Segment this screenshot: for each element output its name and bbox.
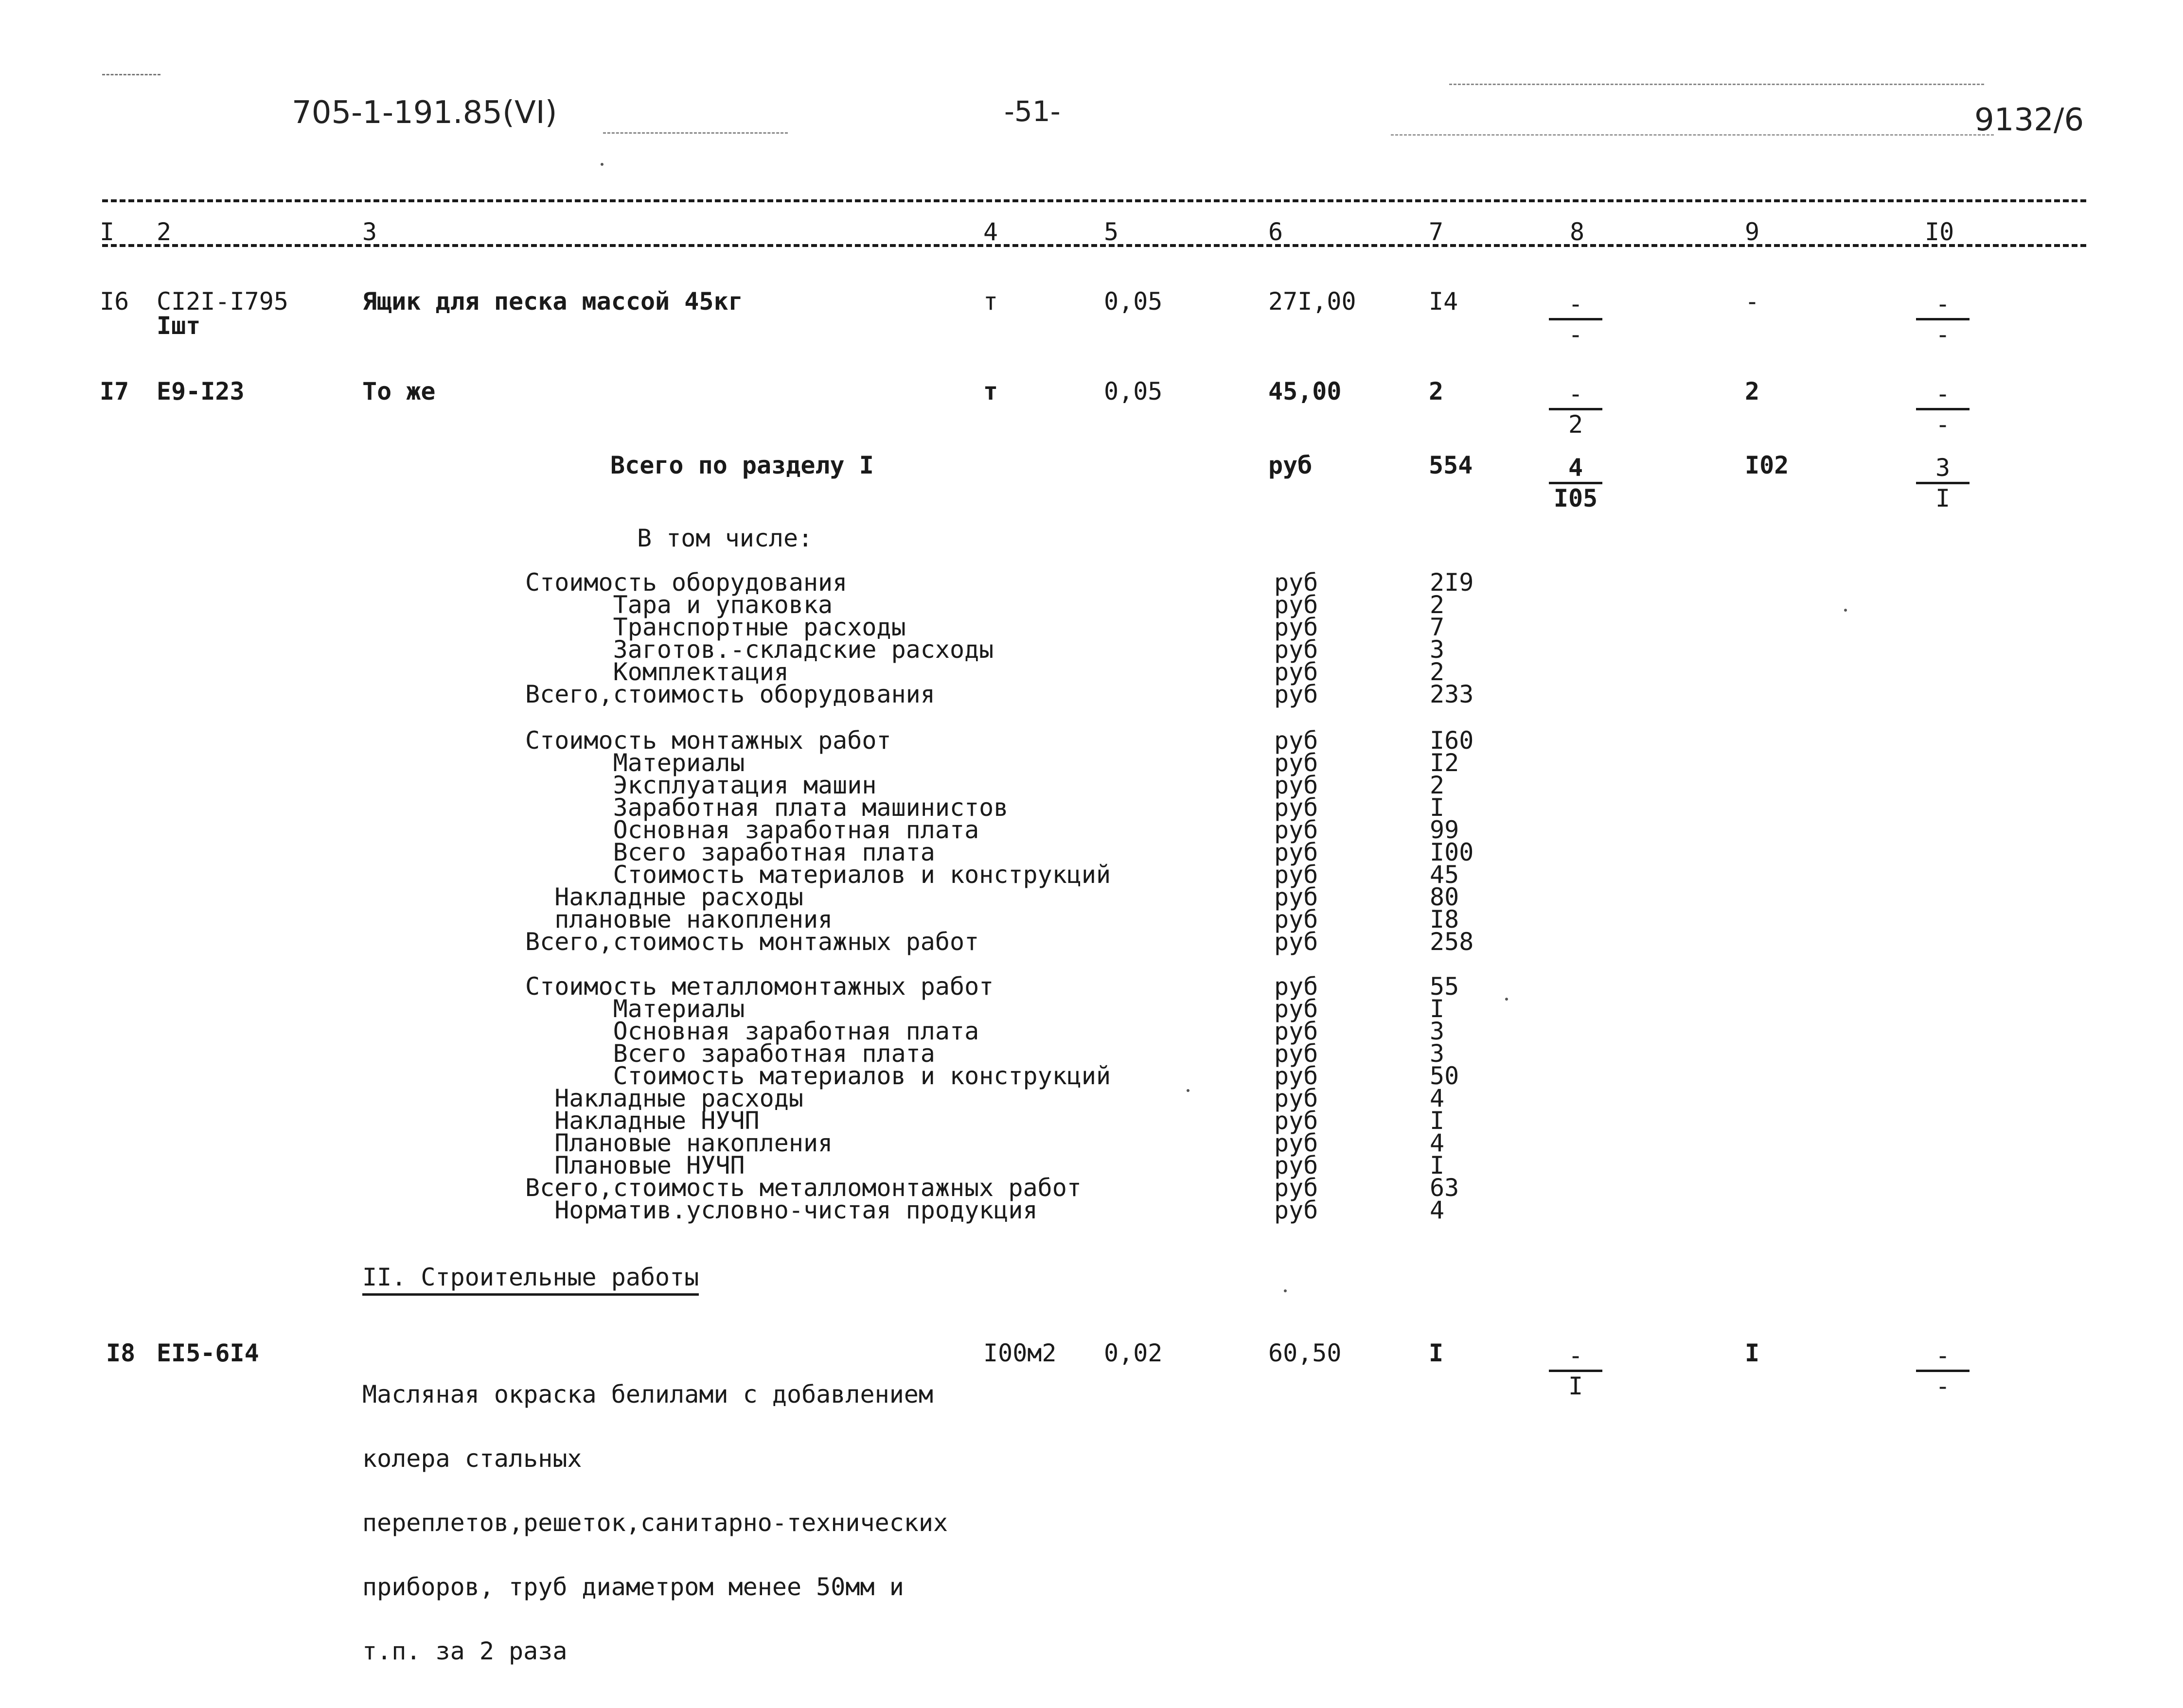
breakdown-value: 2I9 [1430,568,1474,597]
breakdown-unit: руб [1274,658,1318,686]
breakdown-unit: руб [1274,1017,1318,1045]
breakdown-label: Всего,стоимость монтажных работ [525,928,979,956]
row-col8-fraction: - I [1549,1343,1602,1399]
breakdown-value: I8 [1430,905,1459,933]
breakdown-label: Плановые НУЧП [525,1151,745,1180]
scan-speck [1505,998,1508,1001]
column-header-9: 9 [1745,218,1760,246]
row-col8-fraction: - - [1549,292,1602,348]
row-price: 27I,00 [1268,287,1356,316]
breakdown-unit: руб [1274,749,1318,777]
breakdown-label: Основная заработная плата [525,816,979,844]
breakdown-label: Всего,стоимость оборудования [525,680,935,708]
row-name: Ящик для песка массой 45кг [362,287,743,316]
table-header-rule [102,244,2086,247]
breakdown-label: плановые накопления [525,905,833,933]
column-header-7: 7 [1429,218,1444,246]
breakdown-unit: руб [1274,635,1318,664]
breakdown-label: Стоимость монтажных работ [525,726,891,755]
breakdown-label: Накладные расходы [525,1084,803,1112]
scan-mark [102,74,160,75]
column-header-6: 6 [1268,218,1283,246]
row-quantity: 0,05 [1104,287,1163,316]
breakdown-label: Транспортные расходы [525,613,906,641]
row-number: I6 [100,287,129,316]
row-name-line: т.п. за 2 раза [362,1637,568,1665]
row-price: 60,50 [1268,1339,1342,1367]
breakdown-label: Материалы [525,995,745,1023]
breakdown-label: Эксплуатация машин [525,771,877,799]
breakdown-label: Стоимость оборудования [525,568,848,597]
breakdown-unit: руб [1274,793,1318,822]
breakdown-value: 63 [1430,1174,1459,1202]
breakdown-label: Комплектация [525,658,789,686]
breakdown-value: 7 [1430,613,1445,641]
page-number: -51- [1004,95,1061,128]
breakdown-unit: руб [1274,1151,1318,1180]
document-code: 705-1-191.85(VI) [292,95,557,131]
breakdown-value: I [1430,1151,1445,1180]
row-quantity: 0,02 [1104,1339,1163,1367]
breakdown-label: Основная заработная плата [525,1017,979,1045]
scan-speck [1284,1289,1287,1292]
row-name-line: переплетов,решеток,санитарно-технических [362,1509,948,1537]
breakdown-value: I [1430,1107,1445,1135]
section-total-col9: I02 [1745,451,1789,479]
breakdown-value: 2 [1430,771,1445,799]
breakdown-unit: руб [1274,771,1318,799]
breakdown-unit: руб [1274,1174,1318,1202]
breakdown-label: Всего заработная плата [525,838,935,866]
breakdown-label: Материалы [525,749,745,777]
breakdown-label: Заработная плата машинистов [525,793,1009,822]
breakdown-unit: руб [1274,1062,1318,1090]
breakdown-unit: руб [1274,995,1318,1023]
section-total-col10-fraction: 3 I [1916,456,1970,511]
breakdown-value: 2 [1430,658,1445,686]
breakdown-value: I00 [1430,838,1474,866]
breakdown-value: 45 [1430,861,1459,889]
section-total-label: Всего по разделу I [610,451,874,479]
row-name: То же [362,377,436,405]
breakdown-value: 233 [1430,680,1474,708]
breakdown-unit: руб [1274,972,1318,1001]
row-price: 45,00 [1268,377,1342,405]
section-2-title: II. Строительные работы [362,1265,699,1296]
row-name [362,1341,948,1705]
breakdown-unit: руб [1274,1196,1318,1224]
breakdown-label: Всего,стоимость металломонтажных работ [525,1174,1082,1202]
sheet-id: 9132/6 [1974,102,2084,138]
row-unit: I00м2 [983,1339,1057,1367]
breakdown-value: 80 [1430,883,1459,911]
breakdown-unit: руб [1274,883,1318,911]
breakdown-value: I [1430,793,1445,822]
breakdown-unit: руб [1274,1107,1318,1135]
column-header-2: 2 [157,218,172,246]
row-col9: 2 [1745,377,1760,405]
breakdown-label: Стоимость металломонтажных работ [525,972,994,1001]
scan-speck [601,163,603,166]
breakdown-value: I2 [1430,749,1459,777]
breakdown-label: Норматив.условно-чистая продукция [525,1196,1038,1224]
row-total: 2 [1429,377,1444,405]
breakdown-value: 4 [1430,1129,1445,1157]
breakdown-unit: руб [1274,861,1318,889]
breakdown-label: Накладные расходы [525,883,803,911]
row-name-line: Масляная окраска белилами с добавлением [362,1380,933,1409]
breakdown-unit: руб [1274,1129,1318,1157]
row-code: Е9-I23 [157,377,245,405]
row-code: ЕI5-6I4 [157,1339,259,1367]
breakdown-unit: руб [1274,905,1318,933]
breakdown-unit: руб [1274,1084,1318,1112]
installation-breakdown [525,726,1527,956]
column-header-5: 5 [1104,218,1119,246]
breakdown-unit: руб [1274,928,1318,956]
row-number: I8 [106,1339,136,1367]
breakdown-value: 2 [1430,591,1445,619]
breakdown-value: 50 [1430,1062,1459,1090]
breakdown-value: I [1430,995,1445,1023]
breakdown-label: Тара и упаковка [525,591,833,619]
breakdown-value: 3 [1430,1039,1445,1068]
breakdown-unit: руб [1274,591,1318,619]
column-header-10: I0 [1925,218,1954,246]
row-total: I [1429,1339,1444,1367]
scan-mark [1449,84,1984,85]
table-top-rule [102,199,2086,202]
column-header-4: 4 [983,218,998,246]
column-header-1: I [100,218,115,246]
column-header-3: 3 [362,218,377,246]
row-name-line: колера стальных [362,1444,582,1473]
scan-mark [1391,134,1994,136]
scan-speck [1187,1089,1189,1092]
breakdown-unit: руб [1274,816,1318,844]
row-code-unit: Iшт [157,312,201,340]
row-quantity: 0,05 [1104,377,1163,405]
breakdown-unit: руб [1274,726,1318,755]
breakdown-value: 258 [1430,928,1474,956]
section-total-value: 554 [1429,451,1473,479]
scan-mark [603,132,788,134]
row-col9: - [1745,287,1760,316]
row-number: I7 [100,377,129,405]
breakdown-unit: руб [1274,613,1318,641]
row-unit: т [983,287,998,316]
including-label: В том числе: [637,524,813,552]
breakdown-value: 99 [1430,816,1459,844]
breakdown-label: Стоимость материалов и конструкций [525,1062,1111,1090]
breakdown-unit: руб [1274,1039,1318,1068]
equipment-breakdown [525,568,1527,708]
breakdown-value: 55 [1430,972,1459,1001]
breakdown-unit: руб [1274,838,1318,866]
scan-speck [1844,609,1847,612]
row-col9: I [1745,1339,1760,1367]
breakdown-value: 4 [1430,1084,1445,1112]
breakdown-label: Стоимость материалов и конструкций [525,861,1111,889]
breakdown-value: I60 [1430,726,1474,755]
row-total: I4 [1429,287,1458,316]
breakdown-unit: руб [1274,568,1318,597]
row-col8-fraction: - 2 [1549,382,1602,438]
row-unit: т [983,377,998,405]
row-col10-fraction: - - [1916,382,1970,438]
breakdown-label: Накладные НУЧП [525,1107,760,1135]
row-col10-fraction: - - [1916,1343,1970,1399]
breakdown-label: Плановые накопления [525,1129,833,1157]
breakdown-label: Заготов.-складские расходы [525,635,994,664]
breakdown-value: 3 [1430,1017,1445,1045]
breakdown-value: 4 [1430,1196,1445,1224]
breakdown-value: 3 [1430,635,1445,664]
section-total-col8-fraction: 4 I05 [1549,456,1602,511]
row-col10-fraction: - - [1916,292,1970,348]
row-name-line: приборов, труб диаметром менее 50мм и [362,1573,904,1601]
metal-installation-breakdown [525,972,1527,1224]
breakdown-label: Всего заработная плата [525,1039,935,1068]
row-code: CI2I-I795 [157,287,288,316]
breakdown-unit: руб [1274,680,1318,708]
section-total-unit: руб [1268,451,1313,479]
column-header-8: 8 [1570,218,1585,246]
